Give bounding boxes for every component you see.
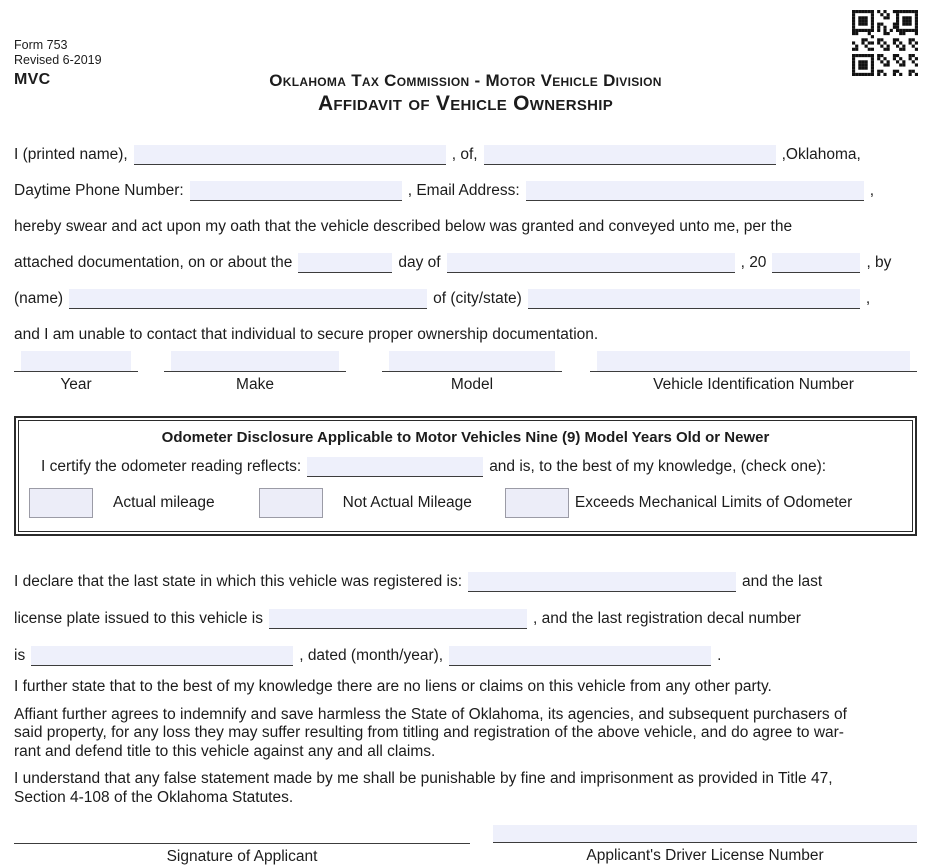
vehicle-vin-column xyxy=(590,351,917,394)
certify-post-label: and is, to the best of my knowledge, (check one): xyxy=(489,458,827,475)
affidavit-line-1 xyxy=(14,143,917,165)
on-or-about-label: attached documentation, on or about the xyxy=(14,254,293,271)
driver-license-input[interactable] xyxy=(493,825,917,843)
email-label: , Email Address: xyxy=(407,182,520,199)
year-20-label: , 20 xyxy=(740,254,767,271)
false-statement-line-2: Section 4-108 of the Oklahoma Statutes. xyxy=(14,788,294,806)
affidavit-line-2 xyxy=(14,179,917,201)
make-underline xyxy=(164,351,346,372)
period-label: . xyxy=(717,647,722,664)
is-label: is xyxy=(14,647,26,664)
driver-license-block xyxy=(493,825,917,866)
form-revision: Revised 6-2019 xyxy=(14,53,102,67)
affidavit-line-4 xyxy=(14,251,917,273)
decal-number-label: , and the last registration decal number xyxy=(533,610,801,627)
odometer-title: Odometer Disclosure Applicable to Motor Vehicles Nine (9) Model Years Old or Newer xyxy=(161,429,770,446)
odometer-reading-input[interactable] xyxy=(307,457,483,477)
declaration-line-1 xyxy=(14,570,917,592)
signature-label: Signature of Applicant xyxy=(166,847,318,865)
by-label: , by xyxy=(866,254,892,271)
not-actual-mileage-label: Not Actual Mileage xyxy=(342,494,472,511)
printed-name-label: I (printed name), xyxy=(14,146,128,163)
odometer-options-row xyxy=(29,488,902,518)
odometer-disclosure-box xyxy=(14,416,917,536)
indemnify-line-1: Affiant further agrees to indemnify and save harmless the State of Oklahoma, its agencies, and subsequent purchasers of xyxy=(14,705,847,723)
signature-block xyxy=(14,825,470,866)
vehicle-model-column xyxy=(382,351,562,394)
last-state-label: I declare that the last state in which this vehicle was registered is: xyxy=(14,573,462,590)
oklahoma-label: ,Oklahoma, xyxy=(781,146,861,163)
daytime-phone-input[interactable] xyxy=(190,181,402,201)
license-plate-label: license plate issued to this vehicle is xyxy=(14,610,263,627)
vehicle-make-column xyxy=(164,351,346,394)
vehicle-description-row xyxy=(14,351,917,394)
year-label: Year xyxy=(60,376,92,393)
odometer-certify-line xyxy=(29,457,902,477)
line5-comma: , xyxy=(865,290,871,307)
form-title-line1: Oklahoma Tax Commission - Motor Vehicle Division xyxy=(269,71,662,90)
email-address-input[interactable] xyxy=(526,181,864,201)
name-label: (name) xyxy=(14,290,64,307)
dated-label: , dated (month/year), xyxy=(299,647,444,664)
day-input[interactable] xyxy=(298,253,392,273)
conveyor-name-input[interactable] xyxy=(69,289,427,309)
division-code: MVC xyxy=(14,71,51,88)
no-liens-statement: I further state that to the best of my knowledge there are no liens or claims on this vehicle from any other party. xyxy=(14,678,772,695)
indemnify-statement xyxy=(14,706,917,762)
vehicle-year-input[interactable] xyxy=(21,351,131,371)
indemnify-line-3: rant and defend title to this vehicle against any and all claims. xyxy=(14,742,436,760)
decal-date-input[interactable] xyxy=(449,646,711,666)
model-label: Model xyxy=(450,376,494,393)
year-input[interactable] xyxy=(772,253,860,273)
declaration-line-2 xyxy=(14,607,917,629)
not-actual-mileage-checkbox[interactable] xyxy=(259,488,323,518)
form-title-line2: Affidavit of Vehicle Ownership xyxy=(317,92,614,116)
signature-line xyxy=(14,825,470,844)
vehicle-year-column xyxy=(14,351,138,394)
certify-pre-label: I certify the odometer reading reflects: xyxy=(41,458,302,475)
unable-to-contact-text: and I am unable to contact that individual to secure proper ownership documentation. xyxy=(14,326,599,343)
license-plate-input[interactable] xyxy=(269,609,527,629)
declaration-line-3 xyxy=(14,644,917,666)
printed-name-input[interactable] xyxy=(134,145,446,165)
indemnify-line-2: said property, for any loss they may suffer resulting from titling and registration of the above vehicle, and do agree to war- xyxy=(14,724,844,742)
vehicle-model-input[interactable] xyxy=(389,351,555,371)
actual-mileage-label: Actual mileage xyxy=(113,494,215,511)
qr-code-icon xyxy=(852,10,918,76)
odometer-inner-border xyxy=(18,420,913,532)
phone-label: Daytime Phone Number: xyxy=(14,182,184,199)
day-of-label: day of xyxy=(398,254,441,271)
vehicle-make-input[interactable] xyxy=(171,351,339,371)
city-state-label: of (city/state) xyxy=(433,290,522,307)
exceeds-limits-checkbox[interactable] xyxy=(505,488,569,518)
decal-number-input[interactable] xyxy=(31,646,293,666)
make-label: Make xyxy=(236,376,274,393)
form-titles xyxy=(0,70,931,118)
line2-comma: , xyxy=(869,182,875,199)
affidavit-line-6 xyxy=(14,323,917,345)
exceeds-limits-label: Exceeds Mechanical Limits of Odometer xyxy=(574,494,853,511)
vin-underline xyxy=(590,351,917,372)
model-underline xyxy=(382,351,562,372)
last-state-input[interactable] xyxy=(468,572,736,592)
month-input[interactable] xyxy=(447,253,735,273)
city-input[interactable] xyxy=(484,145,776,165)
affidavit-line-3 xyxy=(14,215,917,237)
of-label: , of, xyxy=(451,146,478,163)
year-underline xyxy=(14,351,138,372)
actual-mileage-checkbox[interactable] xyxy=(29,488,93,518)
false-statement-line-1: I understand that any false statement made by me shall be punishable by fine and imprisonment as provided in Title 47, xyxy=(14,770,833,788)
and-the-last-label: and the last xyxy=(742,573,823,590)
false-statement-warning xyxy=(14,770,917,807)
vin-label: Vehicle Identification Number xyxy=(653,376,854,393)
signature-section xyxy=(14,825,917,866)
conveyor-city-state-input[interactable] xyxy=(528,289,860,309)
form-number: Form 753 xyxy=(14,38,68,52)
vin-input[interactable] xyxy=(597,351,910,371)
swear-text: hereby swear and act upon my oath that the vehicle described below was granted and conveyed unto me, per the xyxy=(14,218,793,235)
affidavit-line-5 xyxy=(14,287,917,309)
driver-license-label: Applicant's Driver License Number xyxy=(586,847,824,865)
